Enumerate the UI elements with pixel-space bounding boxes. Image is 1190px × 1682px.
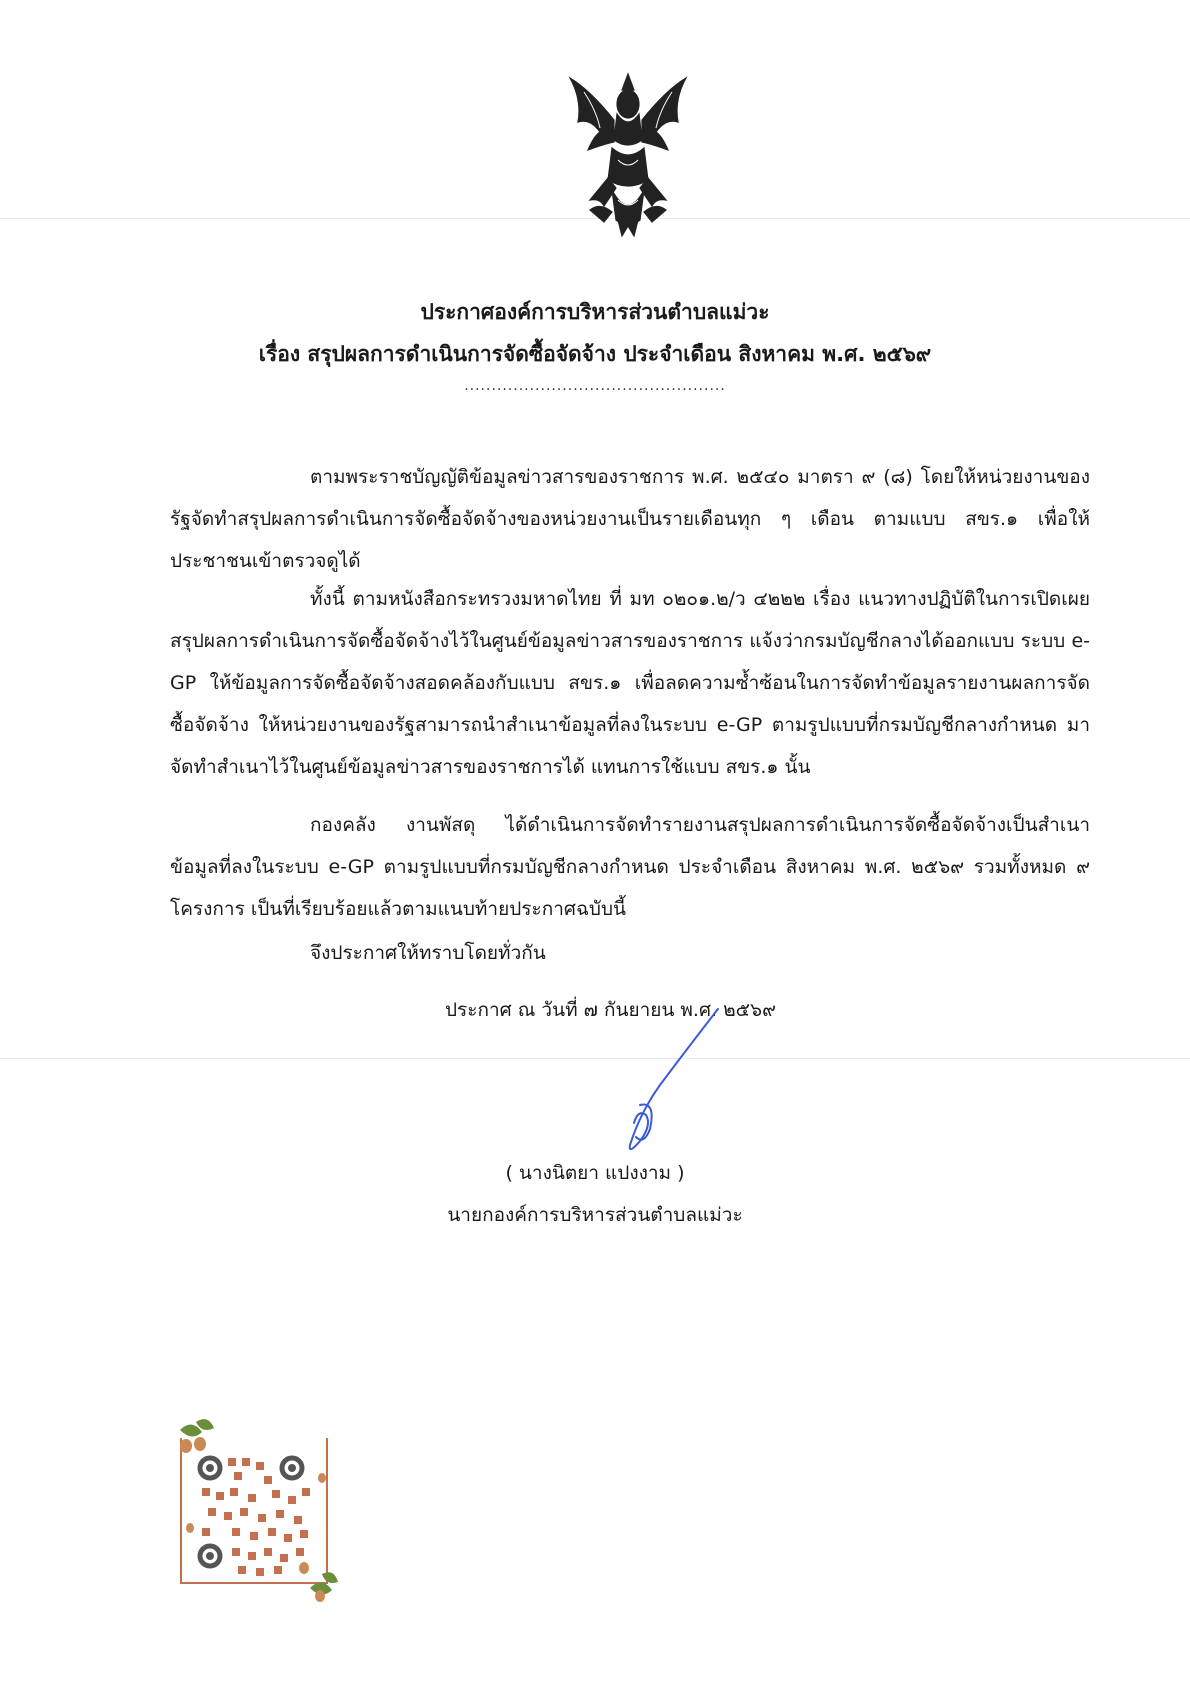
scan-line (0, 1058, 1190, 1059)
announcement-date: ประกาศ ณ วันที่ ๗ กันยายน พ.ศ. ๒๕๖๙ (445, 999, 776, 1021)
separator-dots: ................................................ (464, 378, 726, 394)
announcement-title: ประกาศองค์การบริหารส่วนตำบลแม่วะ (420, 300, 770, 324)
garuda-emblem-icon (560, 70, 696, 238)
announcement-subject: เรื่อง สรุปผลการดำเนินการจัดซื้อจัดจ้าง ประจำเดือน สิงหาคม พ.ศ. ๒๕๖๙ (258, 342, 932, 366)
paragraph-2: ทั้งนี้ ตามหนังสือกระทรวงมหาดไทย ที่ มท ๐๒๐๑.๒/ว ๔๒๒๒ เรื่อง แนวทางปฏิบัติในการเปิดเผยสรุปผลการดำเนินการจัดซื้อจัดจ้างไว้ในศูนย์ข้อมูลข่าวสารของราชการ แจ้งว่ากรมบัญชีกลางได้ออกแบบ ระบบ e-GP ให้ข้อมูลการจัดซื้อจัดจ้างสอดคล้องกับแบบ สขร.๑ เพื่อลดความซ้ำซ้อนในการจัดทำข้อมูลรายงานผลการจัดซื้อจัดจ้าง ให้หน่วยงานของรัฐสามารถนำสำเนาข้อมูลที่ลงในระบบ e-GP ตามรูปแบบที่กรมบัญชีกลางกำหนด มาจัดทำสำเนาไว้ในศูนย์ข้อมูลข่าวสารของราชการได้ แทนการใช้แบบ สขร.๑ นั้น (170, 588, 1090, 778)
signer-name: ( นางนิตยา แปงงาม ) (505, 1162, 685, 1184)
paragraph-3: กองคลัง งานพัสดุ ได้ดำเนินการจัดทำรายงานสรุปผลการดำเนินการจัดซื้อจัดจ้างเป็นสำเนาข้อมูลที่ลงในระบบ e-GP ตามรูปแบบที่กรมบัญชีกลางกำหนด ประจำเดือน สิงหาคม พ.ศ. ๒๕๖๙ รวมทั้งหมด ๙ โครงการ เป็นที่เรียบร้อยแล้วตามแนบท้ายประกาศฉบับนี้ (170, 814, 1090, 920)
signer-position: นายกองค์การบริหารส่วนตำบลแม่วะ (447, 1204, 743, 1226)
paragraph-4: จึงประกาศให้ทราบโดยทั่วกัน (310, 942, 546, 964)
handwritten-signature-icon (600, 1005, 730, 1155)
paragraph-1: ตามพระราชบัญญัติข้อมูลข่าวสารของราชการ พ.ศ. ๒๕๔๐ มาตรา ๙ (๘) โดยให้หน่วยงานของรัฐจัดทำสรุปผลการดำเนินการจัดซื้อจัดจ้างของหน่วยงานเป็นรายเดือนทุก ๆ เดือน ตามแบบ สขร.๑ เพื่อให้ประชาชนเข้าตรวจดูได้ (170, 466, 1090, 572)
qr-code-icon[interactable] (172, 1418, 342, 1608)
